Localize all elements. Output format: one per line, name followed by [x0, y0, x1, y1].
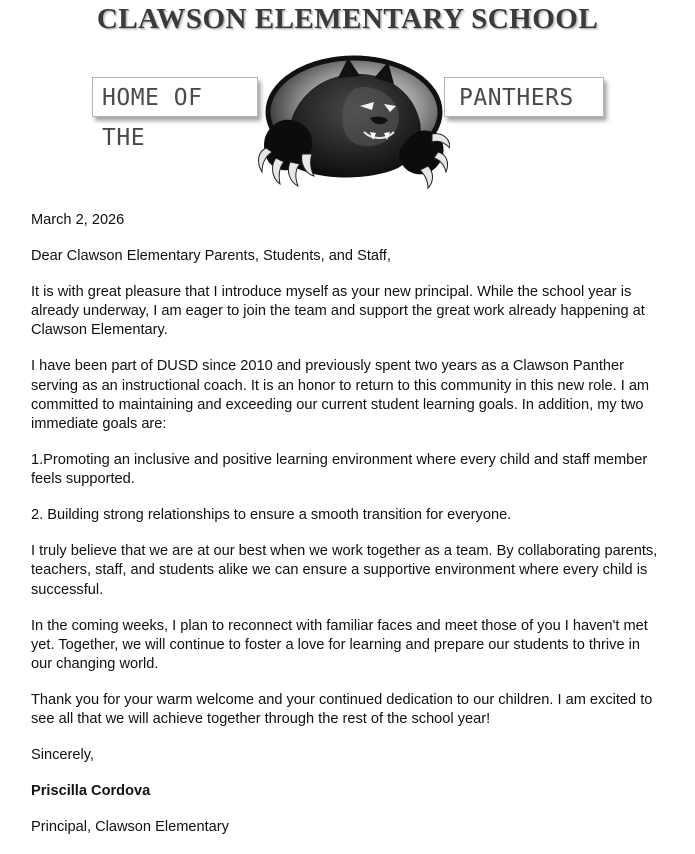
panther-mascot-icon — [252, 48, 450, 190]
signer-name: Priscilla Cordova — [31, 783, 151, 800]
letter-goal-item: 1.Promoting an inclusive and positive learning environment where every child and staff member feels supported. — [31, 452, 648, 488]
letter-date: March 2, 2026 — [31, 212, 125, 228]
letter-paragraph: I truly believe that we are at our best when we work together as a team. By collaborating parents, teachers, staff, and students alike we can ensure a supportive environment where every child is successful. — [31, 543, 658, 598]
letter-paragraph: It is with great pleasure that I introduce myself as your new principal. While the school year is already underway, I am eager to join the team and support the great work already happening at Clawson Elementary. — [31, 284, 645, 339]
banner-home-of-the: HOME OF THE — [92, 77, 258, 117]
banner-panthers: PANTHERS — [444, 77, 604, 117]
school-name: CLAWSON ELEMENTARY SCHOOL — [96, 3, 599, 35]
letter-paragraph: In the coming weeks, I plan to reconnect with familiar faces and meet those of you I haven't met yet. Together, we will continue to foster a love for learning and prepare our students to thrive in our changing world. — [31, 617, 648, 673]
letter-body — [31, 211, 661, 854]
letter-paragraph: Thank you for your warm welcome and your continued dedication to our children. I am excited to see all that we will achieve together through the rest of the school year! — [31, 692, 653, 728]
signer-title: Principal, Clawson Elementary — [31, 819, 229, 836]
letter-paragraph: I have been part of DUSD since 2010 and previously spent two years as a Clawson Panther serving as an instructional coach. It is an honor to return to this community in this new role. I am committed to maintaining and exceeding our current student learning goals. In addition, my two immediate goals are: — [31, 358, 650, 433]
letter-closing: Sincerely, — [31, 747, 94, 764]
letter-goal-item: 2. Building strong relationships to ensure a smooth transition for everyone. — [31, 507, 512, 524]
letter-salutation: Dear Clawson Elementary Parents, Students, and Staff, — [31, 248, 391, 264]
letterhead — [0, 0, 695, 200]
